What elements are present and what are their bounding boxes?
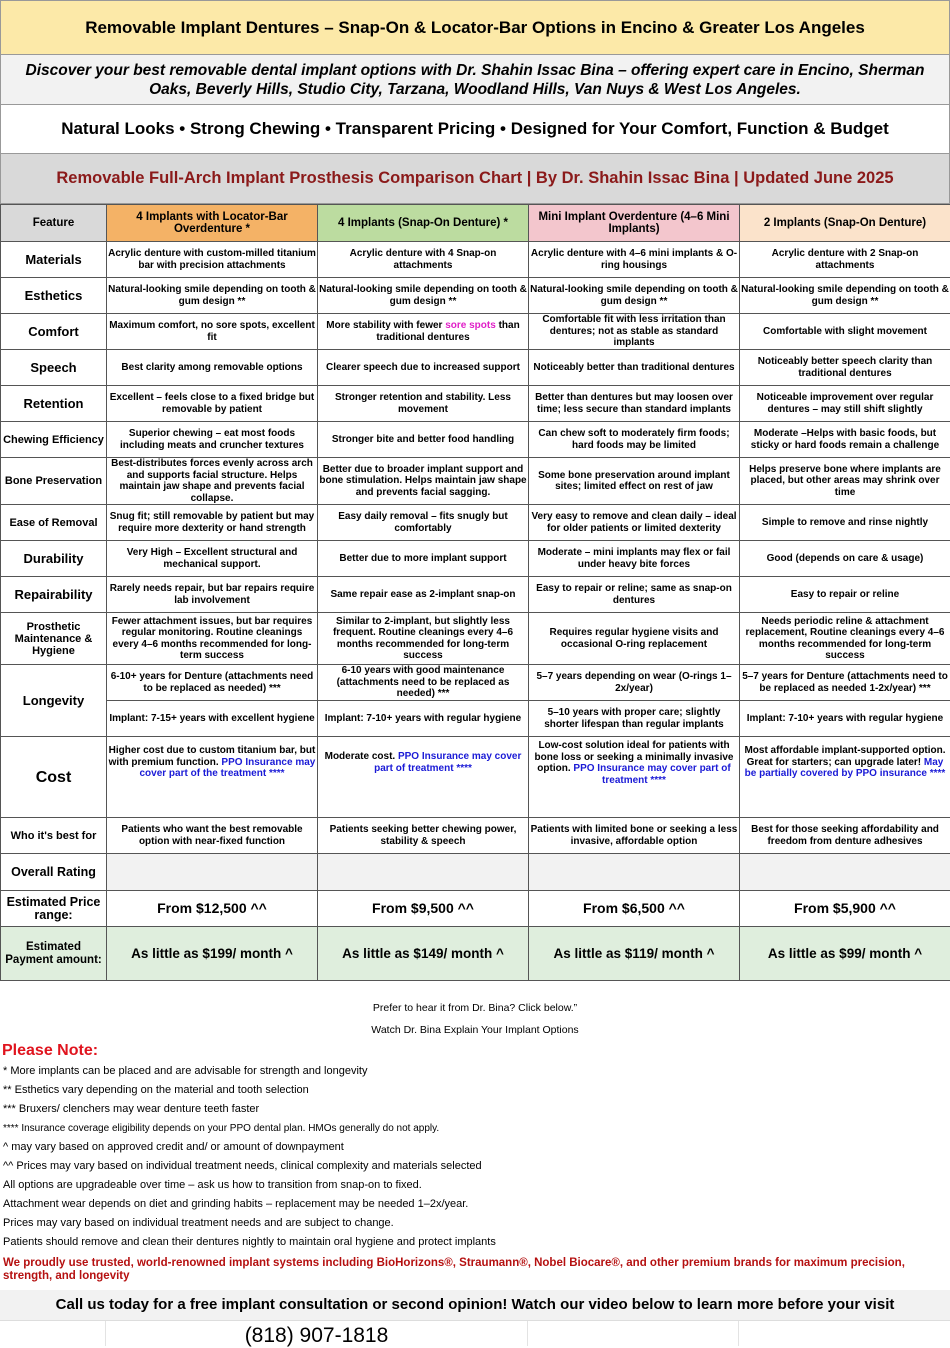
comparison-table — [0, 204, 950, 981]
note-item: ^^ Prices may vary based on individual treatment needs, clinical complexity and materials selected — [3, 1160, 482, 1172]
table-cell: Similar to 2-implant, but slightly less frequent. Routine cleanings every 4–6 months recommended for long-term success — [318, 613, 529, 665]
feature-esthetics: Esthetics — [1, 278, 107, 314]
price-cell: From $12,500 ^^ — [107, 891, 318, 927]
table-header-row — [1, 205, 950, 242]
column-header-mini: Mini Implant Overdenture (4–6 Mini Implants) — [529, 205, 740, 242]
table-cell: Better than dentures but may loosen over time; less secure than standard implants — [529, 386, 740, 422]
table-cell: Implant: 7-10+ years with regular hygiene — [740, 701, 950, 737]
feature-repairability: Repairability — [1, 577, 107, 613]
price-cell: From $5,900 ^^ — [740, 891, 950, 927]
note-item: All options are upgradeable over time – ask us how to transition from snap-on to fixed. — [3, 1179, 422, 1191]
column-header-snap2: 2 Implants (Snap-On Denture) — [740, 205, 950, 242]
table-cell — [107, 737, 318, 818]
column-header-locator: 4 Implants with Locator-Bar Overdenture * — [107, 205, 318, 242]
rating-cell — [740, 854, 950, 891]
feature-comfort: Comfort — [1, 314, 107, 350]
feature-best-for: Who it's best for — [1, 818, 107, 854]
table-row — [1, 242, 950, 278]
table-cell: Same repair ease as 2-implant snap-on — [318, 577, 529, 613]
feature-maintenance: Prosthetic Maintenance & Hygiene — [1, 613, 107, 665]
table-cell: Patients who want the best removable option with near-fixed function — [107, 818, 318, 854]
table-row — [1, 541, 950, 577]
comfort-highlight: sore spots — [445, 320, 496, 331]
feature-header: Feature — [1, 205, 107, 242]
note-item: ^ may vary based on approved credit and/ or amount of downpayment — [3, 1141, 344, 1153]
price-cell: From $9,500 ^^ — [318, 891, 529, 927]
feature-payment: Estimated Payment amount: — [1, 927, 107, 981]
table-cell: Stronger bite and better food handling — [318, 422, 529, 458]
note-item: ** Esthetics vary depending on the material and tooth selection — [3, 1084, 309, 1096]
table-cell: Better due to more implant support — [318, 541, 529, 577]
table-cell: Acrylic denture with custom-milled titanium bar with precision attachments — [107, 242, 318, 278]
intro-text: Discover your best removable dental implant options with Dr. Shahin Issac Bina – offering expert care in Encino, Sherman Oaks, Beverly Hills, Studio City, Tarzana, Woodland Hills, Van Nuys & West Los Angeles. — [0, 55, 950, 105]
feature-longevity: Longevity — [1, 665, 107, 737]
table-cell: Helps preserve bone where implants are placed, but other areas may shrink over time — [740, 458, 950, 505]
table-cell: 5–7 years for Denture (attachments need to be replaced as needed 1-2x/year) *** — [740, 665, 950, 701]
cost-insurance-link[interactable]: PPO Insurance may cover part of treatment **** — [573, 763, 731, 786]
table-cell: Comfortable fit with less irritation than dentures; not as stable as standard implants — [529, 314, 740, 350]
cost-insurance-link[interactable]: PPO Insurance may cover part of the treatment **** — [139, 756, 316, 779]
table-cell: Easy daily removal – fits snugly but comfortably — [318, 505, 529, 541]
table-cell: Acrylic denture with 2 Snap-on attachments — [740, 242, 950, 278]
cost-text: Most affordable implant-supported option. Great for starters; can upgrade later! — [744, 745, 946, 768]
comfort-tail: than traditional dentures — [376, 320, 520, 343]
table-cell: Simple to remove and rinse nightly — [740, 505, 950, 541]
feature-chewing: Chewing Efficiency — [1, 422, 107, 458]
rating-cell — [529, 854, 740, 891]
table-cell: Very High – Excellent structural and mechanical support. — [107, 541, 318, 577]
cost-text: Higher cost due to custom titanium bar, but with premium function. — [108, 745, 316, 768]
table-cell — [740, 737, 950, 818]
table-row — [1, 613, 950, 665]
feature-materials: Materials — [1, 242, 107, 278]
note-item: **** Insurance coverage eligibility depends on your PPO dental plan. HMOs generally do not apply. — [3, 1123, 440, 1134]
table-row — [1, 505, 950, 541]
feature-retention: Retention — [1, 386, 107, 422]
note-item: Prices may vary based on individual treatment needs and are subject to change. — [3, 1217, 394, 1229]
table-cell: Best for those seeking affordability and freedom from denture adhesives — [740, 818, 950, 854]
feature-speech: Speech — [1, 350, 107, 386]
table-row — [1, 818, 950, 854]
table-row — [1, 314, 950, 350]
page-title: Removable Implant Dentures – Snap-On & Locator-Bar Options in Encino & Greater Los Angeles — [0, 0, 950, 55]
table-cell: Good (depends on care & usage) — [740, 541, 950, 577]
table-cell: Requires regular hygiene visits and occasional O-ring replacement — [529, 613, 740, 665]
table-row — [1, 278, 950, 314]
table-cell: Superior chewing – eat most foods including meats and cruncher textures — [107, 422, 318, 458]
tagline: Natural Looks • Strong Chewing • Transparent Pricing • Designed for Your Comfort, Function & Budget — [0, 105, 950, 154]
cost-insurance-link[interactable]: PPO Insurance may cover part of treatment **** — [374, 751, 522, 774]
table-cell — [318, 314, 529, 350]
comfort-text: More stability with fewer — [326, 320, 446, 331]
table-cell: Moderate –Helps with basic foods, but sticky or hard foods remain a challenge — [740, 422, 950, 458]
table-row — [1, 891, 950, 927]
table-cell — [529, 737, 740, 818]
table-row — [1, 350, 950, 386]
call-to-action: Call us today for a free implant consultation or second opinion! Watch our video below to learn more before your visit — [0, 1290, 950, 1320]
table-cell: Moderate – mini implants may flex or fail under heavy bite forces — [529, 541, 740, 577]
table-cell: Rarely needs repair, but bar repairs require lab involvement — [107, 577, 318, 613]
table-row — [1, 854, 950, 891]
table-cell: Noticeable improvement over regular dentures – may still shift slightly — [740, 386, 950, 422]
table-cell: Best-distributes forces evenly across arch and supports facial structure. Helps maintain jaw shape and prevents facial collapse. — [107, 458, 318, 505]
table-cell: Better due to broader implant support and bone stimulation. Helps maintain jaw shape and prevents facial sagging. — [318, 458, 529, 505]
table-cell: 5–7 years depending on wear (O-rings 1–2x/year) — [529, 665, 740, 701]
note-item: Attachment wear depends on diet and grinding habits – replacement may be needed 1–2x/year. — [3, 1198, 469, 1210]
chart-title: Removable Full-Arch Implant Prosthesis Comparison Chart | By Dr. Shahin Issac Bina | Updated June 2025 — [0, 154, 950, 204]
table-row — [1, 422, 950, 458]
phone-number[interactable]: (818) 907-1818 — [106, 1321, 528, 1346]
table-cell: Natural-looking smile depending on tooth & gum design ** — [740, 278, 950, 314]
table-cell: Maximum comfort, no sore spots, excellent fit — [107, 314, 318, 350]
table-cell: Acrylic denture with 4–6 mini implants & O-ring housings — [529, 242, 740, 278]
table-cell: Patients seeking better chewing power, stability & speech — [318, 818, 529, 854]
feature-bone: Bone Preservation — [1, 458, 107, 505]
table-cell: Snug fit; still removable by patient but may require more dexterity or hand strength — [107, 505, 318, 541]
table-cell — [318, 737, 529, 818]
note-item: *** Bruxers/ clenchers may wear denture teeth faster — [3, 1103, 260, 1115]
table-cell: Easy to repair or reline — [740, 577, 950, 613]
table-cell: Can chew soft to moderately firm foods; hard foods may be limited — [529, 422, 740, 458]
table-cell: Acrylic denture with 4 Snap-on attachments — [318, 242, 529, 278]
table-row — [1, 927, 950, 981]
feature-cost: Cost — [1, 737, 107, 818]
table-row — [1, 737, 950, 818]
table-cell: Patients with limited bone or seeking a less invasive, affordable option — [529, 818, 740, 854]
table-row — [1, 701, 950, 737]
payment-cell: As little as $149/ month ^ — [318, 927, 529, 981]
table-cell: 6-10+ years for Denture (attachments need to be replaced as needed) *** — [107, 665, 318, 701]
table-cell: Best clarity among removable options — [107, 350, 318, 386]
table-cell: 6-10 years with good maintenance (attachments need to be replaced as needed) *** — [318, 665, 529, 701]
table-cell: Fewer attachment issues, but bar requires regular monitoring. Routine cleanings every 4–6 months recommended for long-term success — [107, 613, 318, 665]
table-cell: Implant: 7-15+ years with excellent hygiene — [107, 701, 318, 737]
table-row — [1, 386, 950, 422]
phone-row-spacer — [528, 1321, 739, 1346]
table-cell: Natural-looking smile depending on tooth & gum design ** — [318, 278, 529, 314]
table-cell: Stronger retention and stability. Less movement — [318, 386, 529, 422]
price-cell: From $6,500 ^^ — [529, 891, 740, 927]
cost-text: Low-cost solution ideal for patients with bone loss or seeking a minimally invasive option. — [534, 740, 734, 774]
table-cell: Some bone preservation around implant sites; limited effect on rest of jaw — [529, 458, 740, 505]
payment-cell: As little as $199/ month ^ — [107, 927, 318, 981]
note-item: * More implants can be placed and are advisable for strength and longevity — [3, 1065, 368, 1077]
table-cell: 5–10 years with proper care; slightly shorter lifespan than regular implants — [529, 701, 740, 737]
feature-durability: Durability — [1, 541, 107, 577]
video-link[interactable]: Watch Dr. Bina Explain Your Implant Options — [371, 1024, 579, 1036]
table-cell: Noticeably better speech clarity than traditional dentures — [740, 350, 950, 386]
table-row — [1, 577, 950, 613]
cost-insurance-link[interactable]: May be partially covered by PPO insurance **** — [744, 756, 946, 779]
phone-row-spacer — [0, 1321, 106, 1346]
notes-title: Please Note: — [2, 1042, 99, 1059]
table-cell: Clearer speech due to increased support — [318, 350, 529, 386]
table-cell: Excellent – feels close to a fixed bridge but removable by patient — [107, 386, 318, 422]
feature-price: Estimated Price range: — [1, 891, 107, 927]
table-cell: Natural-looking smile depending on tooth & gum design ** — [107, 278, 318, 314]
table-cell: Easy to repair or reline; same as snap-on dentures — [529, 577, 740, 613]
rating-cell — [107, 854, 318, 891]
note-item: Patients should remove and clean their dentures nightly to maintain oral hygiene and protect implants — [3, 1236, 496, 1248]
feature-removal: Ease of Removal — [1, 505, 107, 541]
video-prompt: Prefer to hear it from Dr. Bina? Click below.” — [372, 1002, 578, 1014]
column-header-snap4: 4 Implants (Snap-On Denture) * — [318, 205, 529, 242]
table-cell: Very easy to remove and clean daily – ideal for older patients or limited dexterity — [529, 505, 740, 541]
table-cell: Noticeably better than traditional dentures — [529, 350, 740, 386]
table-cell: Implant: 7-10+ years with regular hygiene — [318, 701, 529, 737]
rating-cell — [318, 854, 529, 891]
phone-row — [0, 1320, 950, 1346]
cost-text: Moderate cost. — [324, 751, 398, 762]
payment-cell: As little as $99/ month ^ — [740, 927, 950, 981]
table-cell: Natural-looking smile depending on tooth & gum design ** — [529, 278, 740, 314]
table-cell: Comfortable with slight movement — [740, 314, 950, 350]
table-row — [1, 458, 950, 505]
table-cell: Needs periodic reline & attachment replacement, Routine cleanings every 4–6 months recommended for long-term success — [740, 613, 950, 665]
payment-cell: As little as $119/ month ^ — [529, 927, 740, 981]
table-row — [1, 665, 950, 701]
feature-rating: Overall Rating — [1, 854, 107, 891]
brands-statement: We proudly use trusted, world-renowned implant systems including BioHorizons®, Straumann®, Nobel Biocare®, and other premium brands for maximum precision, strength, and longevity — [3, 1257, 905, 1282]
